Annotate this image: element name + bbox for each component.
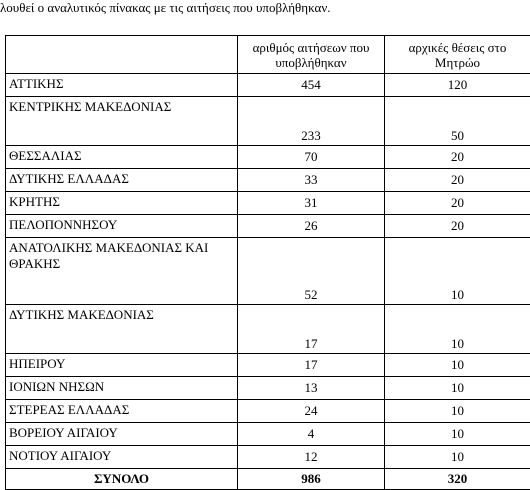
table-row: [6, 169, 530, 192]
region-cell: ΚΡΗΤΗΣ: [6, 192, 238, 215]
header-seats: αρχικές θέσεις στο Μητρώο: [385, 36, 530, 74]
table-row: [6, 446, 530, 469]
region-cell: ΗΠΕΙΡΟΥ: [6, 354, 238, 377]
seats-cell: 120: [385, 74, 530, 97]
total-seats: 320: [385, 469, 530, 490]
seats-cell: 10: [385, 305, 530, 354]
seats-cell: 10: [385, 354, 530, 377]
region-cell: ΙΟΝΙΩΝ ΝΗΣΩΝ: [6, 377, 238, 400]
applications-cell: 70: [238, 146, 385, 169]
region-cell: ΔΥΤΙΚΗΣ ΜΑΚΕΔΟΝΙΑΣ: [6, 305, 238, 354]
seats-cell: 20: [385, 169, 530, 192]
header-region: [6, 36, 238, 74]
table-row: [6, 192, 530, 215]
table-row: [6, 400, 530, 423]
applications-cell: 26: [238, 215, 385, 238]
region-cell: ΚΕΝΤΡΙΚΗΣ ΜΑΚΕΔΟΝΙΑΣ: [6, 97, 238, 146]
region-cell: ΑΤΤΙΚΗΣ: [6, 74, 238, 97]
table-row: [6, 423, 530, 446]
region-cell: ΘΕΣΣΑΛΙΑΣ: [6, 146, 238, 169]
applications-cell: 13: [238, 377, 385, 400]
seats-cell: 10: [385, 446, 530, 469]
total-row: [6, 469, 530, 490]
seats-cell: 50: [385, 97, 530, 146]
applications-cell: 52: [238, 238, 385, 305]
seats-cell: 20: [385, 192, 530, 215]
applications-cell: 17: [238, 354, 385, 377]
applications-cell: 233: [238, 97, 385, 146]
table-row: [6, 377, 530, 400]
header-applications: αριθμός αιτήσεων που υποβλήθηκαν: [238, 36, 385, 74]
seats-cell: 20: [385, 146, 530, 169]
table-header-row: [6, 36, 530, 74]
total-applications: 986: [238, 469, 385, 490]
applications-cell: 4: [238, 423, 385, 446]
region-cell: ΔΥΤΙΚΗΣ ΕΛΛΑΔΑΣ: [6, 169, 238, 192]
table-row: [6, 215, 530, 238]
seats-cell: 20: [385, 215, 530, 238]
table-row: [6, 97, 530, 146]
applications-cell: 31: [238, 192, 385, 215]
applications-cell: 24: [238, 400, 385, 423]
region-cell: ΝΟΤΙΟΥ ΑΙΓΑΙΟΥ: [6, 446, 238, 469]
table-row: [6, 146, 530, 169]
applications-table: [5, 35, 530, 490]
table-row: [6, 74, 530, 97]
seats-cell: 10: [385, 400, 530, 423]
applications-cell: 17: [238, 305, 385, 354]
total-label: ΣΥΝΟΛΟ: [6, 469, 238, 490]
applications-cell: 33: [238, 169, 385, 192]
applications-cell: 454: [238, 74, 385, 97]
table-row: [6, 238, 530, 305]
region-cell: ΠΕΛΟΠΟΝΝΗΣΟΥ: [6, 215, 238, 238]
seats-cell: 10: [385, 238, 530, 305]
intro-text: λουθεί ο αναλυτικός πίνακας με τις αιτήσεις που υποβλήθηκαν.: [0, 0, 530, 16]
region-cell: ΒΟΡΕΙΟΥ ΑΙΓΑΙΟΥ: [6, 423, 238, 446]
table-row: [6, 305, 530, 354]
region-cell: ΣΤΕΡΕΑΣ ΕΛΛΑΔΑΣ: [6, 400, 238, 423]
seats-cell: 10: [385, 377, 530, 400]
region-cell: ΑΝΑΤΟΛΙΚΗΣ ΜΑΚΕΔΟΝΙΑΣ ΚΑΙ ΘΡΑΚΗΣ: [6, 238, 238, 305]
table-row: [6, 354, 530, 377]
applications-cell: 12: [238, 446, 385, 469]
seats-cell: 10: [385, 423, 530, 446]
